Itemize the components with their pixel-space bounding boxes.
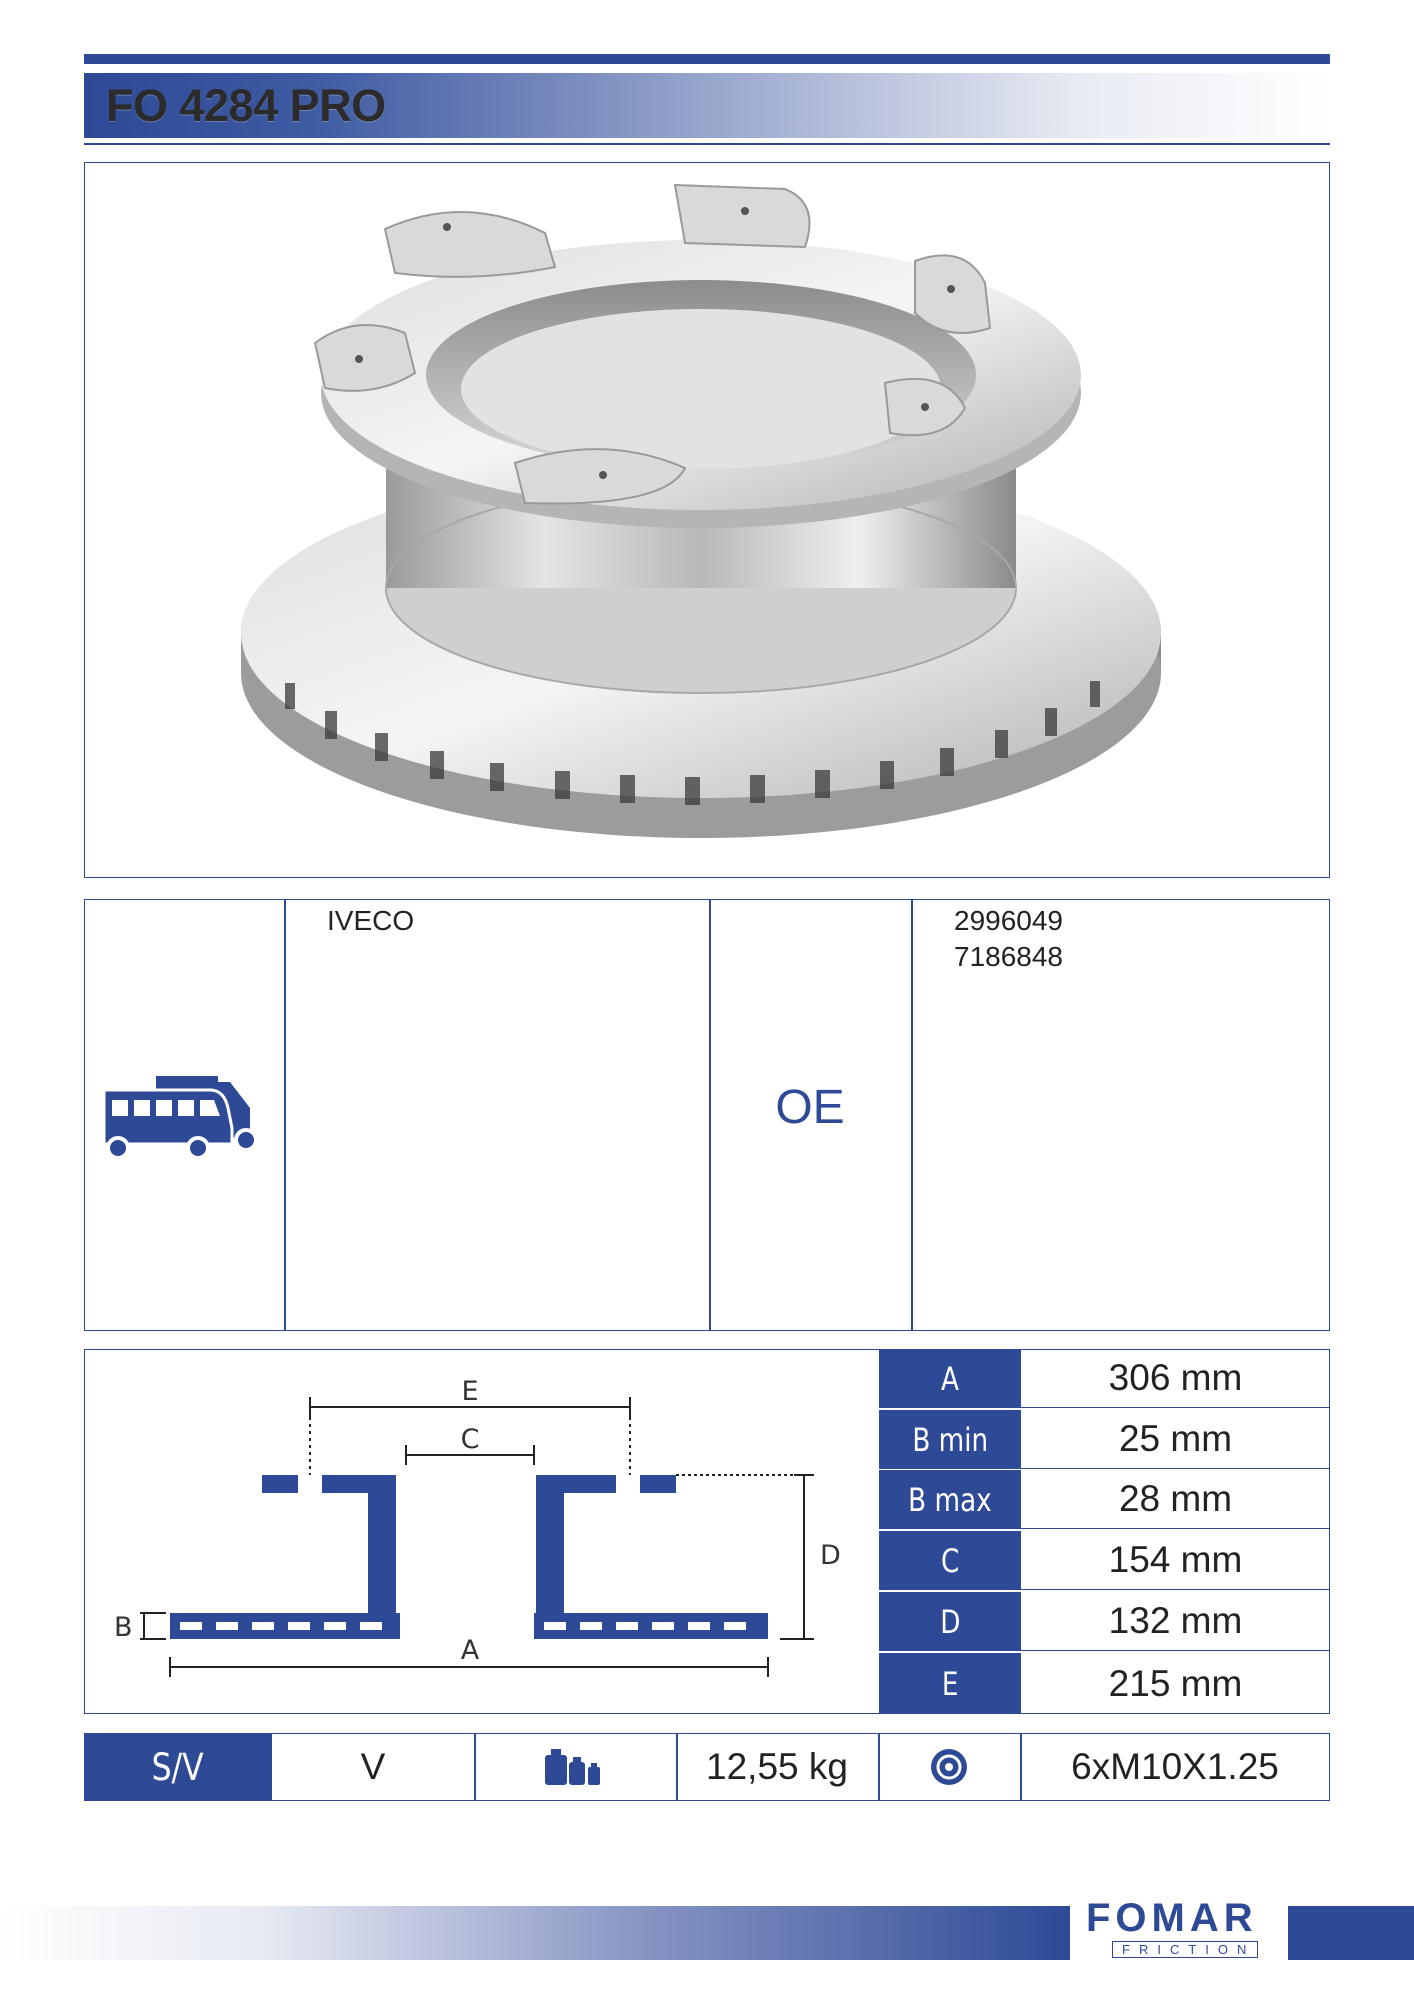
type-value: V bbox=[360, 1746, 386, 1787]
dim-key: B max bbox=[879, 1470, 1021, 1529]
dim-key: D bbox=[879, 1592, 1021, 1651]
dim-key: C bbox=[879, 1531, 1021, 1590]
dim-key: A bbox=[879, 1349, 1021, 1408]
weights-icon bbox=[474, 1733, 676, 1801]
brand-subtitle: FRICTION bbox=[1112, 1941, 1258, 1958]
oe-number: 2996049 bbox=[954, 905, 1064, 936]
cross-section-diagram bbox=[100, 1365, 860, 1700]
dim-key: E bbox=[879, 1653, 1021, 1714]
brand-logo: FOMAR bbox=[1086, 1896, 1258, 1940]
van-truck-icon bbox=[100, 1068, 270, 1169]
vehicle-make: IVECO bbox=[327, 905, 415, 936]
footer-accent bbox=[1288, 1906, 1414, 1960]
dim-label-e: E bbox=[461, 1376, 479, 1407]
dim-label-b: B bbox=[114, 1612, 133, 1643]
dim-label-c: C bbox=[460, 1424, 480, 1455]
table-divider bbox=[911, 899, 913, 1331]
header-top-bar bbox=[84, 54, 1330, 64]
dim-value: 215 mm bbox=[1108, 1662, 1243, 1704]
dim-value: 306 mm bbox=[1021, 1349, 1330, 1408]
dim-value: 25 mm bbox=[1021, 1410, 1330, 1469]
dim-value: 28 mm bbox=[1021, 1470, 1330, 1529]
product-image-box bbox=[84, 162, 1330, 878]
bolt-hole-icon bbox=[878, 1733, 1020, 1801]
weight-value: 12,55 kg bbox=[706, 1746, 848, 1787]
dim-label-a: A bbox=[460, 1635, 480, 1666]
application-table bbox=[84, 899, 1330, 1331]
brake-disc-image bbox=[85, 163, 1328, 876]
dim-value: 154 mm bbox=[1021, 1531, 1330, 1590]
dim-value: 132 mm bbox=[1021, 1592, 1330, 1651]
dim-key: B min bbox=[879, 1410, 1021, 1469]
title-underline bbox=[84, 143, 1330, 145]
dim-label-d: D bbox=[820, 1540, 841, 1571]
oe-label: OE bbox=[775, 1081, 845, 1134]
bolt-value: 6xM10X1.25 bbox=[1071, 1746, 1279, 1787]
type-label: S/V bbox=[84, 1733, 272, 1801]
table-divider bbox=[284, 899, 286, 1331]
oe-number: 7186848 bbox=[954, 941, 1064, 972]
footer-band bbox=[0, 1906, 1070, 1960]
product-title: FO 4284 PRO bbox=[106, 80, 386, 131]
